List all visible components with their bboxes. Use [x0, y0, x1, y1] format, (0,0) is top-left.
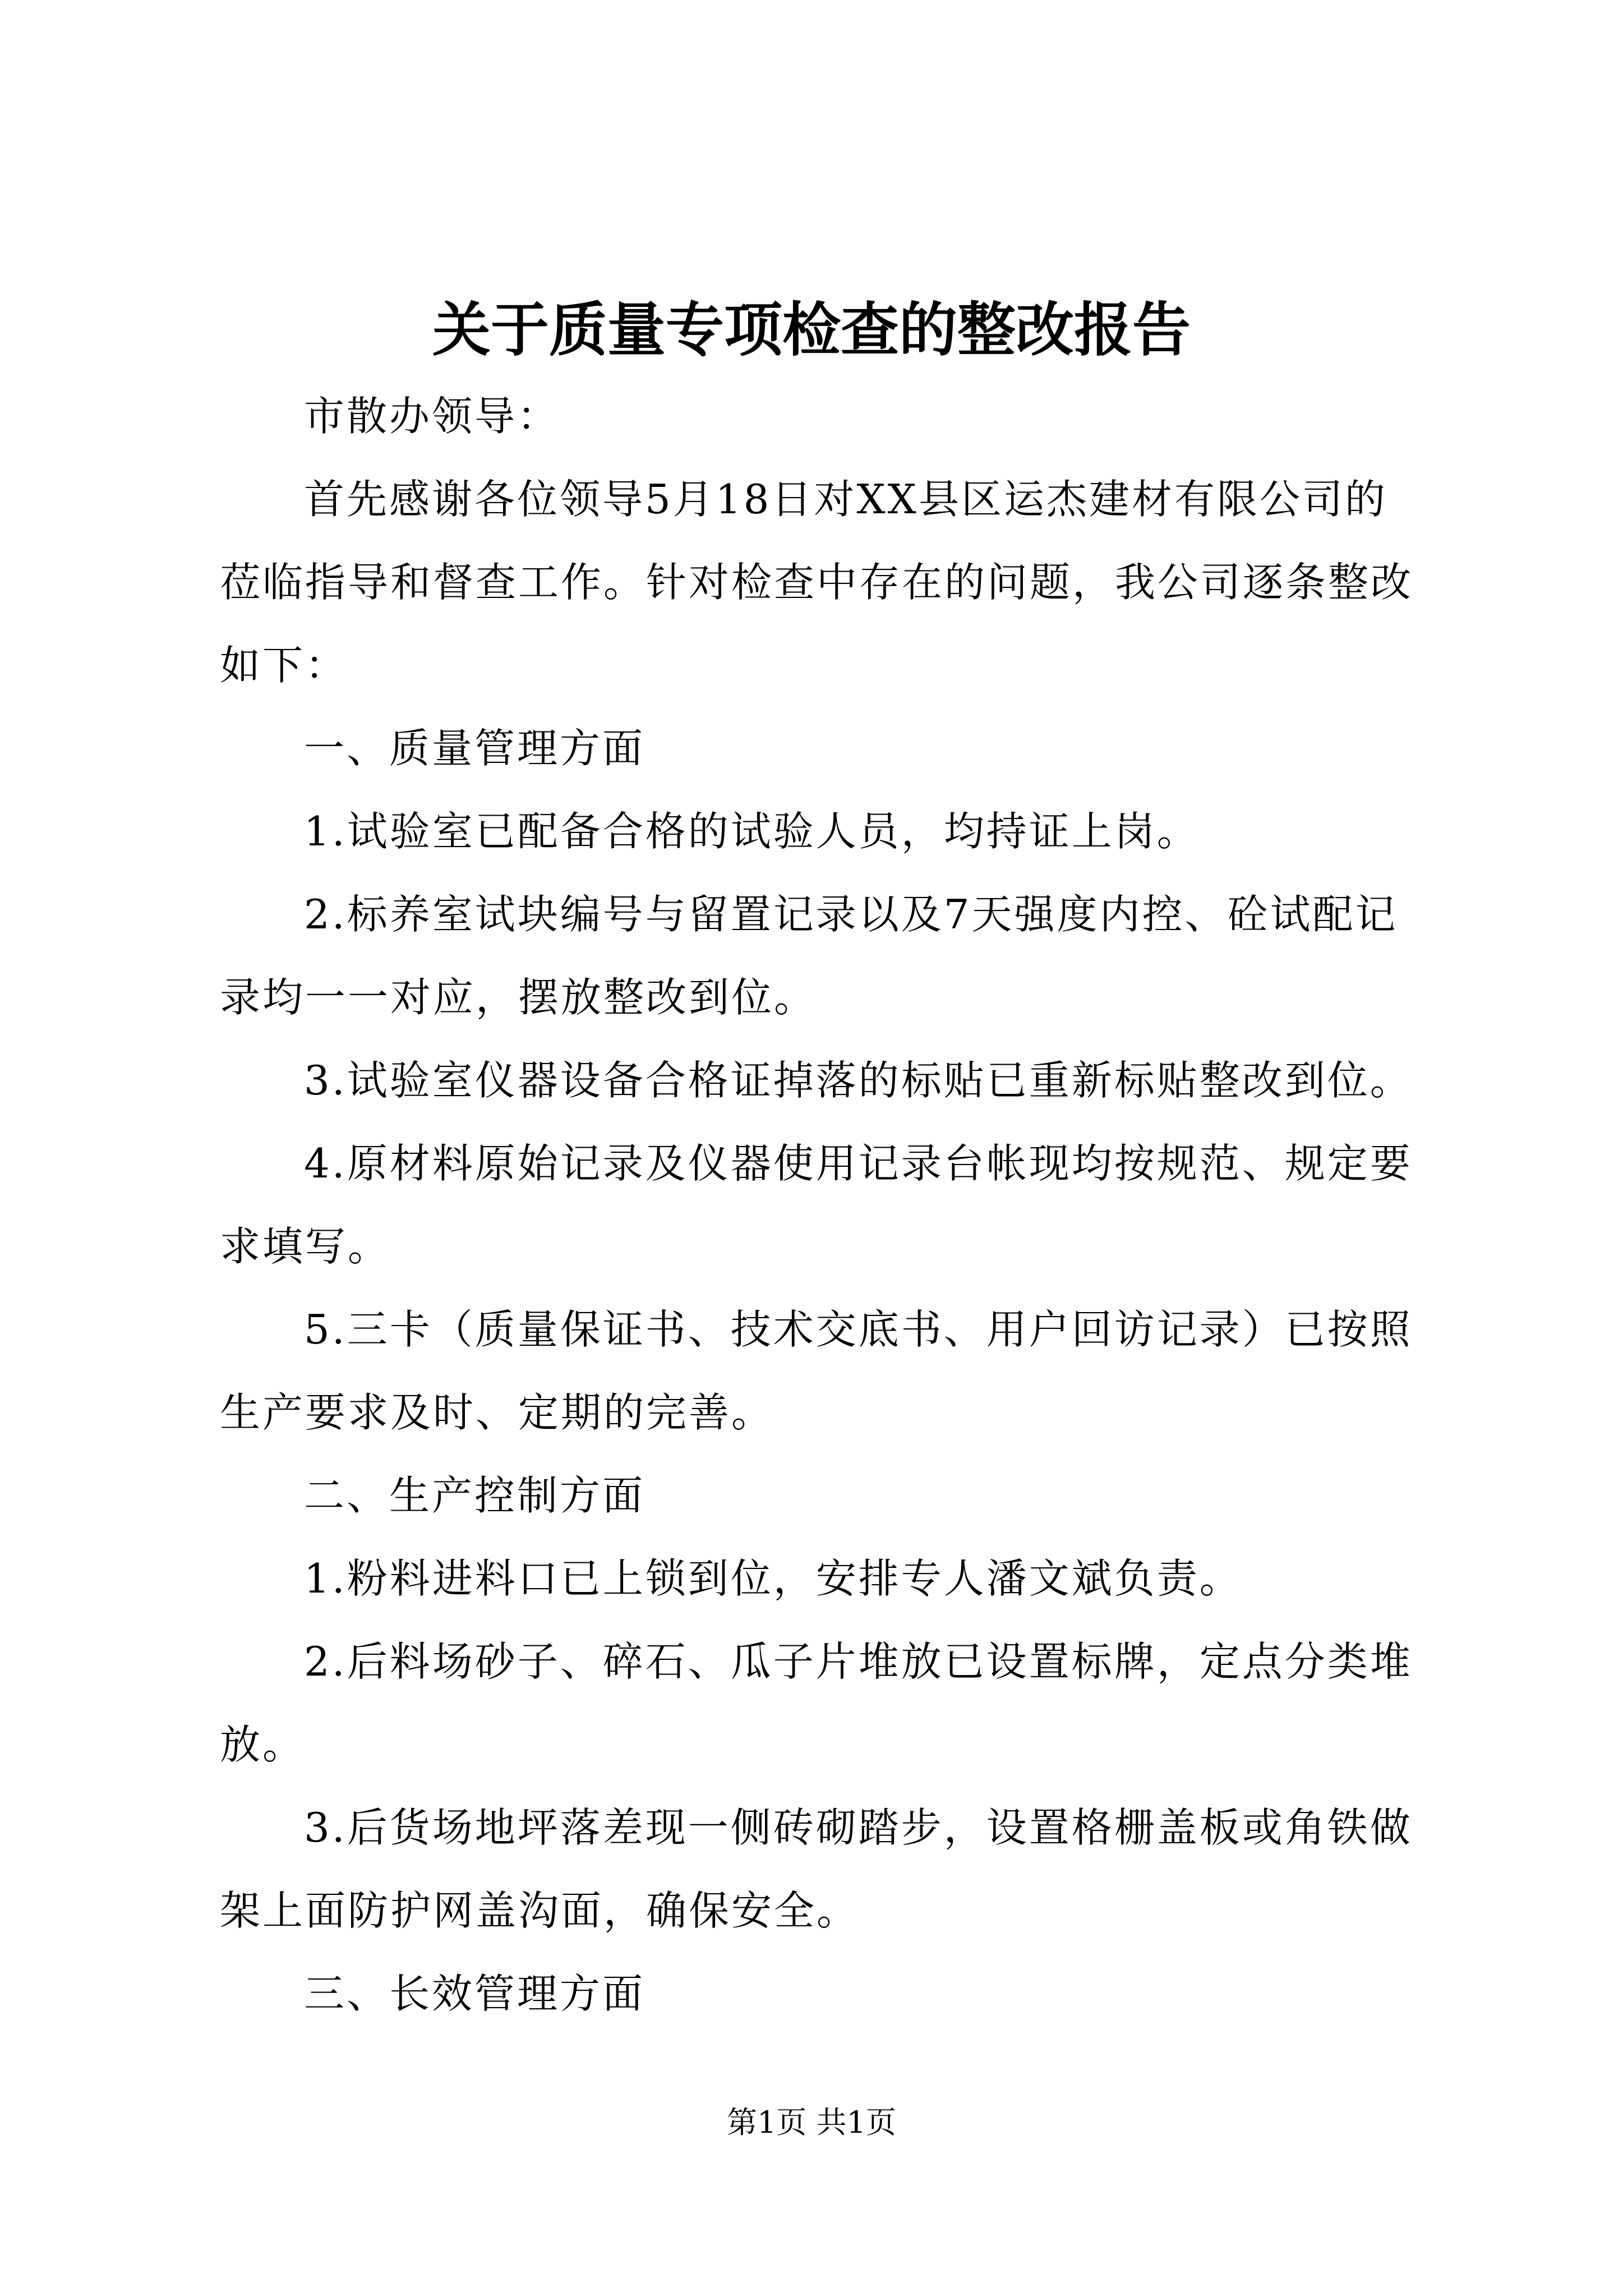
section-heading-quality: 一、质量管理方面: [304, 725, 645, 772]
intro-paragraph: 首先感谢各位领导5月18日对XX县区运杰建材有限公司的莅临指导和督查工作。针对检查中存在的问题，我公司逐条整改如下：: [220, 476, 1414, 689]
page-footer: 第1页 共1页: [727, 2105, 896, 2140]
production-item-2: 2.后料场砂子、碎石、瓜子片堆放已设置标牌，定点分类堆放。: [220, 1638, 1413, 1768]
quality-item-1: 1.试验室已配备合格的试验人员，均持证上岗。: [304, 808, 1200, 855]
production-item-1: 1.粉料进料口已上锁到位，安排专人潘文斌负责。: [304, 1555, 1242, 1602]
production-item-3: 3.后货场地坪落差现一侧砖砌踏步，设置格栅盖板或角铁做架上面防护网盖沟面，确保安全。: [220, 1804, 1413, 1934]
document-title: 关于质量专项检查的整改报告: [432, 295, 1191, 364]
section-heading-long-term: 三、长效管理方面: [304, 1970, 645, 2017]
salutation: 市散办领导：: [304, 393, 560, 440]
quality-item-4: 4.原材料原始记录及仪器使用记录台帐现均按规范、规定要求填写。: [220, 1140, 1413, 1270]
section-heading-production: 二、生产控制方面: [304, 1472, 645, 1519]
document-body: [220, 375, 1420, 2035]
quality-item-5: 5.三卡（质量保证书、技术交底书、用户回访记录）已按照生产要求及时、定期的完善。: [220, 1306, 1413, 1436]
quality-item-2: 2.标养室试块编号与留置记录以及7天强度内控、砼试配记录均一一对应，摆放整改到位。: [220, 891, 1398, 1021]
quality-item-3: 3.试验室仪器设备合格证掉落的标贴已重新标贴整改到位。: [304, 1057, 1413, 1104]
